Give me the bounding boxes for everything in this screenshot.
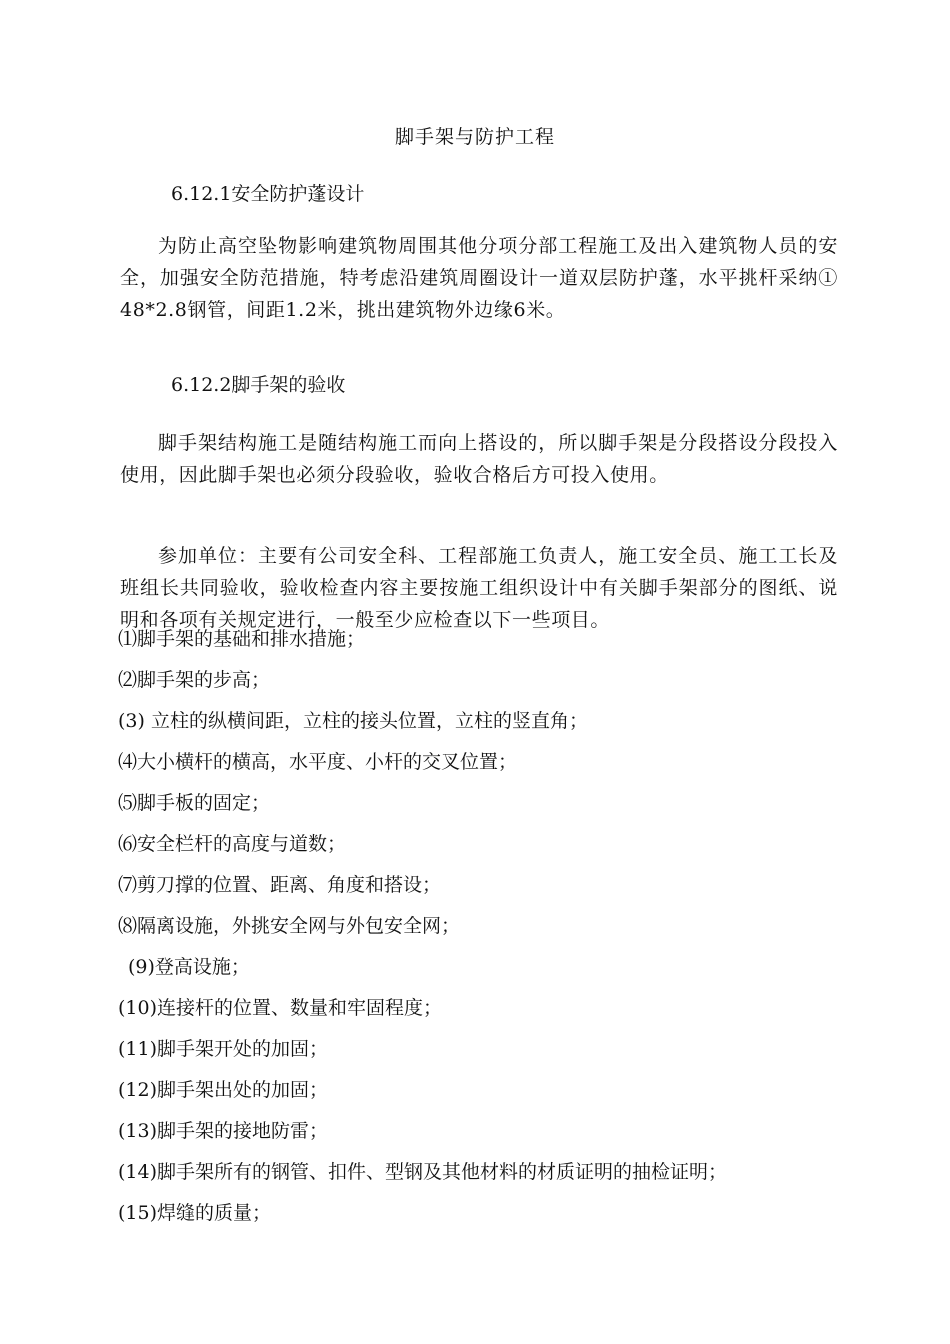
- section-heading-6-12-2: 6.12.2脚手架的验收: [171, 374, 346, 396]
- checklist-item: (13)脚手架的接地防雷；: [118, 1120, 329, 1142]
- checklist-item: ⑵脚手架的步高；: [118, 669, 271, 691]
- checklist-item: (12)脚手架出处的加固；: [118, 1079, 329, 1101]
- checklist-item: ⑴脚手架的基础和排水措施；: [118, 628, 366, 650]
- checklist-item: (15)焊缝的质量；: [118, 1202, 272, 1224]
- section-1-paragraph: 为防止高空坠物影响建筑物周围其他分项分部工程施工及出入建筑物人员的安全，加强安全防范措施，特考虑沿建筑周圈设计一道双层防护蓬，水平挑杆采纳① 48*2.8钢管，间距1.2米，挑出建筑物外边缘6米。: [120, 235, 838, 321]
- checklist-item: ⑷大小横杆的横高，水平度、小杆的交叉位置；: [118, 751, 518, 773]
- checklist-item: (9)登高设施；: [128, 956, 250, 978]
- checklist-item: (14)脚手架所有的钢管、扣件、型钢及其他材料的材质证明的抽检证明；: [118, 1161, 728, 1183]
- document-title: 脚手架与防护工程: [394, 126, 555, 148]
- checklist-item: ⑸脚手板的固定；: [118, 792, 271, 814]
- checklist-item: ⑹安全栏杆的高度与道数；: [118, 833, 347, 855]
- checklist-item: ⑺剪刀撑的位置、距离、角度和搭设；: [118, 874, 442, 896]
- checklist-item: ⑻隔离设施，外挑安全网与外包安全网；: [118, 915, 461, 937]
- checklist-item: (3) 立柱的纵横间距，立柱的接头位置，立柱的竖直角；: [118, 710, 588, 732]
- section-2-paragraph-2: 参加单位：主要有公司安全科、工程部施工负责人，施工安全员、施工工长及班组长共同验收，验收检查内容主要按施工组织设计中有关脚手架部分的图纸、说明和各项有关规定进行，一般至少应检查以下一些项目。: [120, 545, 838, 631]
- checklist-item: (11)脚手架开处的加固；: [118, 1038, 329, 1060]
- checklist-item: (10)连接杆的位置、数量和牢固程度；: [118, 997, 443, 1019]
- section-2-paragraph-1: 脚手架结构施工是随结构施工而向上搭设的，所以脚手架是分段搭设分段投入使用，因此脚手架也必须分段验收，验收合格后方可投入使用。: [120, 432, 838, 486]
- section-heading-6-12-1: 6.12.1安全防护蓬设计: [171, 183, 365, 205]
